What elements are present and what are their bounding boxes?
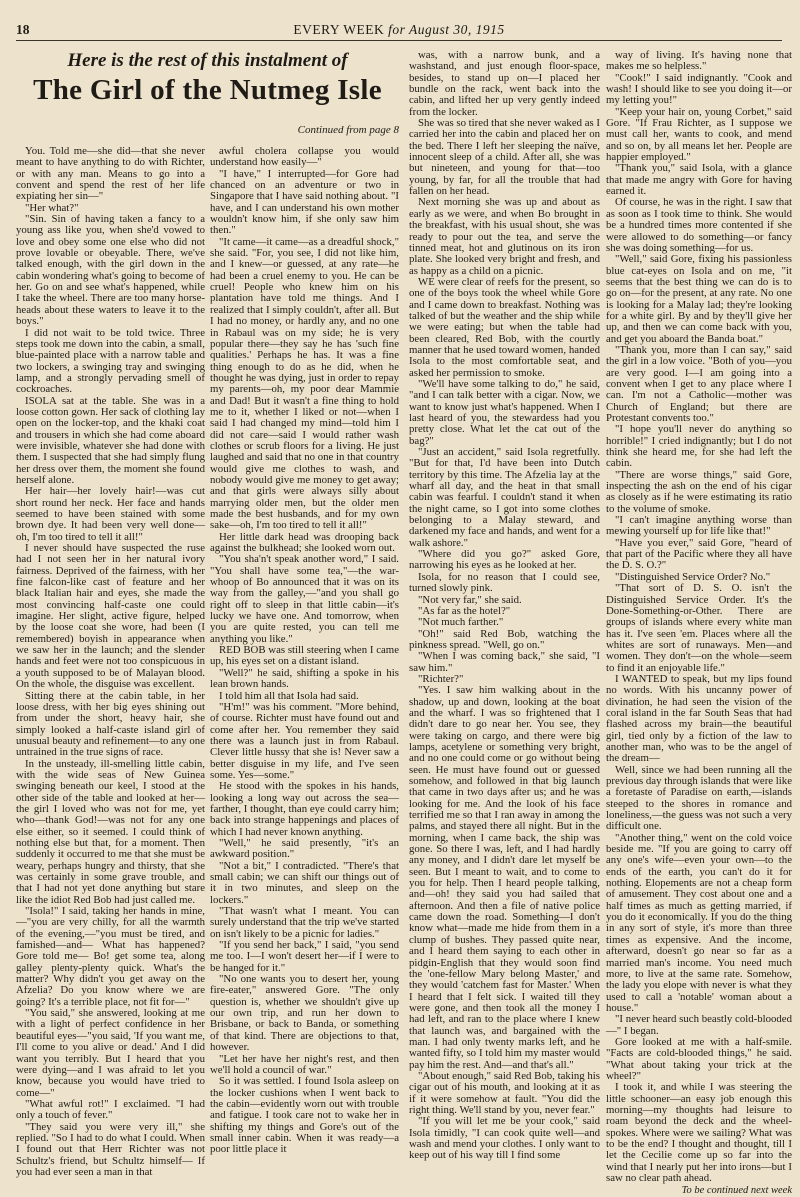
paragraph: "I hope you'll never do anything so horrible!" I cried indignantly; but I do not think she heard me, for she had left the cabin. [606,423,792,470]
paragraph: "I never heard such beastly cold-blooded—" I began. [606,1013,792,1037]
paragraph: I took it, and while I was steering the little schooner—an easy job enough this morning—my thoughts had leisure to roam beyond the deck and the wheel-spokes. Where were we sailing? What was to be the end? I thought and thought, till I let the Cecilie come up so far into the wind that I nearly put her into irons—but I saw no clear path ahead. [606,1081,792,1185]
text-column-3 [409,49,600,1162]
text-column-1 [16,145,205,1178]
paragraph: Next morning she was up and about as early as we were, and when Bo brought in the breakfast, with his usual shout, she was ready to pour out the tea, and serve the tinned meat, hot and glutinous on its iron plate. She looked very bright and fresh, and as happy as a child on a picnic. [409,196,600,277]
paragraph: "Distinguished Service Order? No." [615,570,771,583]
paragraph: "As far as the hotel?" [418,604,511,617]
paragraph: I never should have suspected the ruse had I not seen her in her natural ivory fairness. Deprived of the fairness, with her fine falcon-like cast of feature and her black Italian hair and eyes, she made the most convincing half-caste one could imagine. Her slight, active figure, helped by the loose coat she wore, had been (I remembered) boyish in appearance when we saw her in the launch; and the slender hands and feet were not too conspicuous in a youth supposed to be of Malayan blood. On the whole, the disguise was excellent. [16,542,205,691]
paragraph: "Have you ever," said Gore, "heard of that part of the Pacific where they all have the D. S. O.?" [606,536,792,572]
paragraph: "H'm!" was his comment. "More behind, of course. Richter must have found out and come after her. You remember they said there was a launch just in from Rabaul. Clever little hussy that she is! Never saw a better disguise in my life, and I've seen some. Yes—some." [210,700,399,781]
date-prefix: for [388,22,406,37]
paragraph: "It came—it came—as a dreadful shock," she said. "For, you see, I did not like him, and I knew—or guessed, at any rate—he had been a cruel enemy to you. He can be cruel! People who knew him on his plantation have told me things. And I realized that I simply couldn't, after all. But I had no money, or hardly any, and no one in Rabaul was on my side; he is very popular there—they say he has 'such fine qualities.' Perhaps he has. It was a fine thing enough to do as he did, when he thought he was dying, just in order to repay my parents—oh, my poor dear Mammie and Dad! But it wasn't a fine thing to hold me to it, whether I liked or not—when I said I had changed my mind—told him I did not care—said I would rather wash clothes or scrub floors for a living. He just laughed and said that no one in that country would give me clothes to wash, and nobody would give me money to get away; and that girls were always silly about marrying older men, but the older men made the best husbands, and for my own sake—oh, I'm too tired to tell it all!" [210,235,399,532]
paragraph: Sitting there at the cabin table, in her loose dress, with her big eyes shining out from under the short, heavy hair, she simply looked a half-caste island girl of unusual beauty and refinement—to any one untrained in the true signs of race. [16,689,205,759]
paragraph: "They said you were very ill," she replied. "So I had to do what I could. When I found out that Herr Richter was not Schultz's friend, but Schultz himself— If you had ever seen a man in that [16,1120,205,1178]
running-title [16,22,782,38]
paragraph: "Well?" he said, shifting a spoke in his lean brown hands. [210,666,399,691]
paragraph: Well, since we had been running all the previous day through islands that were like a foretaste of Paradise on earth,—islands steeped to the shores in romance and loneliness,—the guess was not such a very difficult one. [606,763,792,833]
paragraph: "When I was coming back," she said, "I saw him." [409,650,600,674]
paragraph: "Richter?" [418,672,464,685]
paragraph: "Thank you, more than I can say," said the girl in a low voice. "Both of you—you are very good. I—I am going into a convent when I get to any place where I can. I'm not a Catholic—mother was Church of England; but there are Protestant convents too." [606,343,792,424]
paragraph: ISOLA sat at the table. She was in a loose cotton gown. Her sack of clothing lay open on the locker-top, and the khaki coat and trousers in which she had come aboard were invisible, whatever she had done with them. I suspected that she had simply flung her dress over them, the moment she found herself alone. [16,394,205,486]
paragraph: Her little dark head was drooping back against the bulkhead; she looked worn out. [210,530,399,555]
paragraph: "Oh!" said Red Bob, watching the pinkness spread. "Well, go on." [409,627,600,651]
paragraph: "Thank you," said Isola, with a glance that made me angry with Gore for having earned it. [606,162,792,198]
paragraph: "That sort of D. S. O. isn't the Distinguished Service Order. It's the Done-Something-or-Other. There are groups of islands where every white man has it. I've seen 'em. Places where all the whites are sort of runaways. Men—and women. They don't—on the whole—seem to find it an enjoyable life." [606,582,792,674]
paragraph: "Her what?" [25,201,79,214]
paragraph: "If you will let me be your cook," said Isola timidly, "I can cook quite well—and wash and mend your clothes. I only want to keep out of his way till I find some [409,1115,600,1162]
paragraph: "Keep your hair on, young Corbet," said Gore. "If Frau Richter, as I suppose we must call her, wants to cook, and mend and so on, by all means let her. People are happier employed." [606,105,792,164]
paragraph: "Not a bit," I contradicted. "There's that small cabin; we can shift our things out of it in two minutes, and sleep on the lockers." [210,859,399,906]
issue-date: August 30, 1915 [409,22,505,37]
paragraph: "Not much farther." [418,616,504,629]
paragraph: "No one wants you to desert her, young fire-eater," answered Gore. "The only question is, whether we shouldn't give up our own trip, and run her down to Brisbane, or back to Banda, or something of that kind. There are objections to that, however. [210,973,399,1054]
paragraph: "Sin. Sin of having taken a fancy to a young ass like you, when she'd vowed to love and obey some one else who did not prove lovable or obeyable. There, we've talked enough, with the girl down in the cabin wondering what's going to become of her. Go on and see what's happened, while I take the wheel. There are too many horse-heads about these waters to leave it to the boys." [16,213,205,328]
paragraph: "I have," I interrupted—for Gore had chanced on an adventure or two in Singapore that I have said nothing about. "I have, and I can understand his own mother wouldn't know him, if she only saw him then." [210,167,399,237]
continued-from-note: Continued from page 8 [297,124,399,136]
paragraph: "That wasn't what I meant. You can surely understand that the trip we've started on isn't likely to be a picnic for ladies." [210,905,399,940]
paragraph: You. Told me—she did—that she never meant to have anything to do with Richter, or with any man. Means to go into a convent and spend the rest of her life expiating her sin—" [16,145,205,203]
paragraph: "We'll have some talking to do," he said, "and I can talk better with a cigar. Now, we want to know just what's happened. When I last heard of you, the stewardess had you pretty close. What let the cat out of the bag?" [409,377,600,447]
paragraph: I did not wait to be told twice. Three steps took me down into the cabin, a small, blue-painted place with a narrow table and two lockers, a swinging tray and swinging lamp, and a strongly pervading smell of cockroaches. [16,326,205,396]
paragraph: RED BOB was still steering when I came up, his eyes set on a distant island. [210,644,399,668]
article-title: The Girl of the Nutmeg Isle [33,74,382,106]
article-kicker: Here is the rest of this instalment of [67,50,348,71]
paragraph: "I can't imagine anything worse than mewing yourself up for life like that!" [606,514,792,538]
paragraph: awful cholera collapse you would understand how easily—" [210,145,399,169]
paragraph: Of course, he was in the right. I saw that as soon as I took time to think. She would be a hundred times more contented if she were allowed to do something—or fancy she was doing something—for us. [606,196,792,254]
paragraph: "Cook!" I said indignantly. "Cook and wash! I should like to see you doing it—or my letting you!" [606,71,792,107]
text-column-2 [210,145,399,1156]
continued-next-note: To be continued next week [681,1185,792,1197]
paragraph: "Well," said Gore, fixing his passionless blue cat-eyes on Isola and on me, "it seems that the best thing we can do is to go on—for the present, at any rate. No one is looking for a Malay lad; they're looking for a white girl. By and by they'll give her up, and then we can come back with you, and get you aboard the Banda boat." [606,253,792,345]
paragraph: "What awful rot!" I exclaimed. "I had only a touch of fever." [16,1097,205,1122]
paragraph: was, with a narrow bunk, and a washstand, and just enough floor-space, besides, to stand up on—I placed her bundle on the rack, went back into the cabin, and lifted her up very gently indeed from the locker. [409,49,600,118]
paragraph: "Well," he said presently, "it's an awkward position." [210,836,399,861]
paragraph: "Just an accident," said Isola regretfully. "But for that, I'd have been into Dutch territory by this time. The Afzelia lay at the wharf all day, and the heat in that small cabin was fearful. I couldn't stand it when the night came, so I got into some clothes belonging to a Malay steward, and darkened my face and hands, and went for a walk ashore." [409,446,600,549]
paragraph: "There are worse things," said Gore, inspecting the ash on the end of his cigar as closely as if he were estimating its ratio to the volume of smoke. [606,468,792,515]
paragraph: "Isola!" I said, taking her hands in mine,—"you are very chilly, for all the warmth of the evening,—"you must be tired, and famished—and— What has happened? Gore told me— Bo! get some tea, along galley plenty-plenty quick. What's the matter? Why didn't you get away on the Afzelia? Do you know where we are going? It's a terrible place, not fit for—" [16,905,205,1008]
paragraph: I WANTED to speak, but my lips found no words. With his uncanny power of divination, he had seen the vision of the coral island in the far South Seas that had flashed across my brain—the beautiful girl, tied only by a fiction of the law to another man, who was to be the angel of the dream— [606,672,792,765]
paragraph: "If you send her back," I said, "you send me too. I—I won't desert her—if I were to be hanged for it." [210,939,399,974]
paragraph: "Let her have her night's rest, and then we'll hold a council of war." [210,1052,399,1076]
paragraph: "About enough," said Red Bob, taking his cigar out of his mouth, and looking at it as if it were somehow at fault. "You did the right thing. We'll stand by you, never fear." [409,1069,600,1116]
paragraph: Her hair—her lovely hair!—was cut short round her neck. Her face and hands seemed to have been stained with some brown dye. It had been very well done—oh, I'm too tired to tell it all!" [16,485,205,543]
running-header [16,18,782,41]
paragraph: "Another thing," went on the cold voice beside me. "If you are going to carry off any one's wife—even your own—to the ends of the earth, you can't do it for nothing. Elopements are not a cheap form of amusement. They cost about one and a half times as much as getting married, if you do it economically. If you do the thing in any sort of style, it's more than three times as expensive. And the income, afterward, doesn't go near so far as a married man's income. You need much more, to live at the same rate. Somehow, the lady you elope with never is what they used to call a 'notable' woman about a house." [606,831,792,1014]
paragraph: "Yes. I saw him walking about in the shadow, up and down, looking at the boat and the wharf. I was so frightened that I didn't dare to go near her. You see, they were taking on cargo, and there were big lamps, acetylene or something very bright, and no one could come or go without being seen. He must have found out or guessed somehow, and followed in that big launch that came in two days after us; and he was looking for me. And the look of his face terrified me so that I ran away in among the palms, and stayed there all night. But in the morning, when I came back, the ship was gone. So there I was, left, and I had hardly any money, and I didn't dare let myself be seen. But I meant to wait, and to come to you for help. Then I heard people talking, and—oh! they said you had sailed that afternoon. And then a file of native police came down the road. Something—I don't know what—made me hide from them in a clump of bushes. They passed quite near, and I heard them saying to each other in pidgin-English that they would soon find the 'one-fellow Mary belong Master,' and they would 'catchem fast for Master.' When I heard that I felt sick. I waited till they were gone, and then took all the money I had left, and ran to the place where I knew that launch was, and bargained with the man. I had only twenty marks left, and he wanted fifty, so I told him my master would pay him the rest. And—and that's all." [409,684,600,1071]
paragraph: Isola, for no reason that I could see, turned slowly pink. [409,570,600,595]
paragraph: "You sha'n't speak another word," I said. "You shall have some tea,"—the war-whoop of Bo announced that it was on its way from the galley,—"and you shall go right off to sleep in that little cabin—it's lucky we have one. And tomorrow, when you are quite rested, you can tell me anything you like." [210,553,399,645]
paragraph: "You said," she answered, looking at me with a light of perfect confidence in her beautiful eyes—"you said, 'If you want me, I'll come to you alive or dead.' And I did want you terribly. But I heard that you were dying—and I was afraid to let you know, because you would have tried to come—" [16,1007,205,1099]
paragraph: In the unsteady, ill-smelling little cabin, with the wide seas of New Guinea swinging beneath our keel, I stood at the other side of the table and looked at her—the girl I loved who was not for me, yet who—thank God!—was not for any one else either, so it seemed. I could think of nothing else but that, for a moment. Then suddenly it occurred to me that she must be weary, perhaps hungry and thirsty, that she was certainly in some grave trouble, and that I had not yet done anything but stare like the idiot Red Bob had just called me. [16,757,205,906]
paragraph: I told him all that Isola had said. [219,689,359,702]
paragraph: So it was settled. I found Isola asleep on the locker cushions when I went back to the cabin—evidently worn out with trouble and fatigue. I took care not to wake her in shifting my things and Gore's out of the small inner cabin. When it was ready—a poor little place it [210,1075,399,1156]
paragraph: WE were clear of reefs for the present, so one of the boys took the wheel while Gore and I came down to breakfast. Nothing was talked of but the weather and the ship while we were eating; but when the table had been cleared, Red Bob, with the courtly manner that he used toward women, handed Isola to the most comfortable seat, and asked her permission to smoke. [409,275,600,379]
paragraph: "Not very far," she said. [418,593,522,606]
paragraph: He stood with the spokes in his hands, looking a long way out across the sea—farther, I thought, than eye could carry him; back into strange happenings and places of which I had never known anything. [210,780,399,838]
magazine-name: EVERY WEEK [293,22,385,37]
page-number: 18 [16,22,30,37]
paragraph: Gore looked at me with a half-smile. "Facts are cold-blooded things," he said. "What about taking your trick at the wheel?" [606,1035,792,1082]
paragraph: "Where did you go?" asked Gore, narrowing his eyes as he looked at her. [409,548,600,572]
paragraph: She was so tired that she never waked as I carried her into the cabin and placed her on the bed. There I left her sleeping the naïve, innocent sleep of a child. After all, she was but nineteen, and young for that—too young, by far, for all the trouble that had fallen on her head. [409,117,600,198]
text-column-4 [606,49,792,1197]
paragraph: way of living. It's having none that makes me so helpless." [606,49,792,73]
